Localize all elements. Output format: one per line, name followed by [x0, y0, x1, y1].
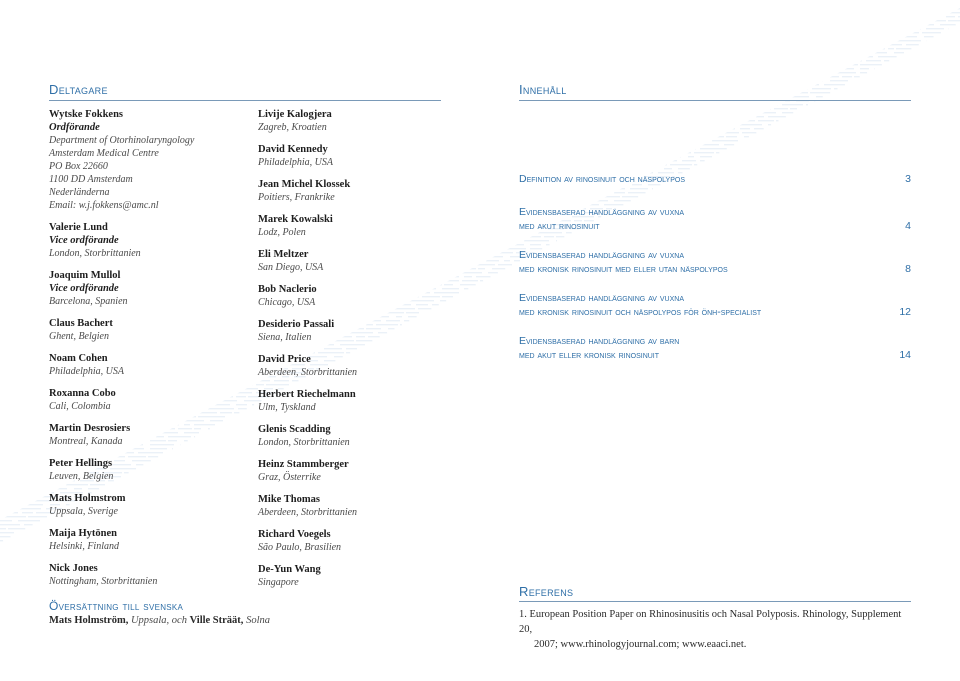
participant-entry — [49, 221, 249, 260]
participant-detail: Poitiers, Frankrike — [258, 192, 335, 203]
contents-page-number: 4 — [905, 220, 911, 232]
participant-entry — [258, 423, 458, 449]
reference-text-line-1: European Position Paper on Rhinosinusitis och Nasal Polyposis. Rhinology, Supplement 20, — [519, 609, 902, 635]
participant-entry — [258, 248, 458, 274]
participant-detail: Graz, Österrike — [258, 472, 321, 483]
translation-credit — [49, 614, 270, 628]
participant-detail: Department of Otorhinolaryngology — [49, 135, 195, 146]
contents-item[interactable] — [519, 248, 911, 276]
participant-entry — [49, 317, 249, 343]
participant-name: Martin Desrosiers — [49, 423, 131, 434]
contents-item[interactable] — [519, 172, 911, 186]
translator-place-1: Uppsala, och — [128, 615, 190, 626]
reference-item — [519, 607, 914, 652]
participant-entry — [49, 457, 249, 483]
participant-entry — [258, 178, 458, 204]
participants-list — [49, 108, 249, 597]
participant-detail: Philadelphia, USA — [258, 157, 333, 168]
participant-detail: Helsinki, Finland — [49, 541, 119, 552]
contents-item-subtitle: med kronisk rinosinuit med eller utan näspolypos — [519, 263, 728, 275]
translator-place-2: Solna — [243, 615, 270, 626]
contents-item-subtitle: med akut eller kronisk rinosinuit — [519, 349, 660, 361]
participant-detail: London, Storbrittanien — [49, 248, 141, 259]
participant-name: Desiderio Passali — [258, 319, 335, 330]
participant-detail: Zagreb, Kroatien — [258, 122, 327, 133]
participant-detail: PO Box 22660 — [49, 161, 108, 172]
participant-name: Mike Thomas — [258, 494, 320, 505]
participant-name: Richard Voegels — [258, 529, 331, 540]
contents-item[interactable] — [519, 334, 911, 362]
participant-name: Wytske Fokkens — [49, 109, 123, 120]
participant-entry — [49, 562, 249, 588]
contents-page-number: 12 — [899, 306, 911, 318]
participant-name: Mats Holmstrom — [49, 493, 126, 504]
participant-role: Ordförande — [49, 122, 100, 133]
participant-detail: Uppsala, Sverige — [49, 506, 118, 517]
participant-entry — [49, 492, 249, 518]
participant-name: Maija Hytönen — [49, 528, 117, 539]
contents-page-number: 8 — [905, 263, 911, 275]
participant-name: Claus Bachert — [49, 318, 113, 329]
participant-detail: Chicago, USA — [258, 297, 316, 308]
participant-entry — [49, 422, 249, 448]
participant-detail: Ulm, Tyskland — [258, 402, 316, 413]
participant-name: Noam Cohen — [49, 353, 108, 364]
participant-name: Roxanna Cobo — [49, 388, 116, 399]
participant-entry — [258, 143, 458, 169]
participant-entry — [49, 387, 249, 413]
participant-detail: Siena, Italien — [258, 332, 312, 343]
contents-item-subtitle: med akut rinosinuit — [519, 220, 600, 232]
participant-detail: Amsterdam Medical Centre — [49, 148, 159, 159]
participant-name: Peter Hellings — [49, 458, 113, 469]
participant-detail: London, Storbrittanien — [258, 437, 350, 448]
contents-page-number: 14 — [899, 349, 911, 361]
participants-list-continued — [258, 108, 458, 598]
participant-detail: Singapore — [258, 577, 299, 588]
contents-item-subtitle: med kronisk rinosinuit och näspolypos för önh-specialist — [519, 306, 762, 318]
participant-entry — [258, 213, 458, 239]
contents-heading: Innehåll — [519, 82, 567, 97]
participant-name: De-Yun Wang — [258, 564, 321, 575]
participant-entry — [258, 108, 458, 134]
contents-item-title: Evidensbaserad handläggning av vuxna — [519, 206, 684, 218]
participant-name: Livije Kalogjera — [258, 109, 332, 120]
participant-entry — [258, 283, 458, 309]
participant-name: Glenis Scadding — [258, 424, 331, 435]
participant-entry — [258, 353, 458, 379]
participant-detail: Philadelphia, USA — [49, 366, 124, 377]
translation-heading: Översättning till svenska — [49, 599, 184, 613]
participant-name: Jean Michel Klossek — [258, 179, 351, 190]
references-heading: Referens — [519, 584, 574, 599]
contents-item-title: Evidensbaserad handläggning av barn — [519, 335, 680, 347]
participant-detail: Email: w.j.fokkens@amc.nl — [49, 200, 159, 211]
participant-entry — [49, 352, 249, 378]
participant-entry — [49, 527, 249, 553]
participant-detail: Aberdeen, Storbrittanien — [258, 367, 358, 378]
participant-name: Nick Jones — [49, 563, 98, 574]
participant-name: Eli Meltzer — [258, 249, 309, 260]
participant-name: Marek Kowalski — [258, 214, 333, 225]
participants-rule — [49, 100, 441, 101]
participant-detail: 1100 DD Amsterdam — [49, 174, 133, 185]
participant-name: Valerie Lund — [49, 222, 108, 233]
translator-name-2: Ville Sträät, — [189, 615, 244, 626]
participant-detail: Montreal, Kanada — [49, 436, 123, 447]
participant-entry — [258, 318, 458, 344]
participant-role: Vice ordförande — [49, 283, 119, 294]
participant-detail: Nottingham, Storbrittanien — [49, 576, 158, 587]
participant-name: David Price — [258, 354, 311, 365]
participant-detail: Nederländerna — [49, 187, 110, 198]
contents-item[interactable] — [519, 205, 911, 233]
contents-item-title: Evidensbaserad handläggning av vuxna — [519, 292, 684, 304]
participant-detail: Barcelona, Spanien — [49, 296, 128, 307]
participant-name: Joaquim Mullol — [49, 270, 121, 281]
participant-entry — [258, 493, 458, 519]
participant-role: Vice ordförande — [49, 235, 119, 246]
participant-name: Herbert Riechelmann — [258, 389, 356, 400]
references-rule — [519, 601, 911, 602]
participant-entry — [258, 563, 458, 589]
contents-page-number: 3 — [905, 173, 911, 185]
contents-item[interactable] — [519, 291, 911, 319]
reference-text-line-2: 2007; www.rhinologyjournal.com; www.eaaci.net. — [534, 639, 747, 650]
participant-detail: São Paulo, Brasilien — [258, 542, 342, 553]
participant-name: Bob Naclerio — [258, 284, 317, 295]
participant-name: Heinz Stammberger — [258, 459, 349, 470]
participant-detail: Ghent, Belgien — [49, 331, 109, 342]
contents-item-title: Evidensbaserad handläggning av vuxna — [519, 249, 684, 261]
participant-entry — [258, 528, 458, 554]
participant-entry — [258, 388, 458, 414]
participant-detail: San Diego, USA — [258, 262, 324, 273]
participants-heading: Deltagare — [49, 82, 108, 97]
translator-name-1: Mats Holmström, — [49, 615, 129, 626]
participant-detail: Lodz, Polen — [258, 227, 306, 238]
participant-detail: Leuven, Belgien — [49, 471, 114, 482]
participant-entry — [258, 458, 458, 484]
participant-entry — [49, 108, 249, 212]
participant-detail: Aberdeen, Storbrittanien — [258, 507, 358, 518]
reference-number: 1. — [519, 609, 527, 620]
participant-detail: Cali, Colombia — [49, 401, 111, 412]
contents-item-title: Definition av rinosinuit och näspolypos — [519, 173, 686, 185]
contents-rule — [519, 100, 911, 101]
participant-name: David Kennedy — [258, 144, 328, 155]
participant-entry — [49, 269, 249, 308]
